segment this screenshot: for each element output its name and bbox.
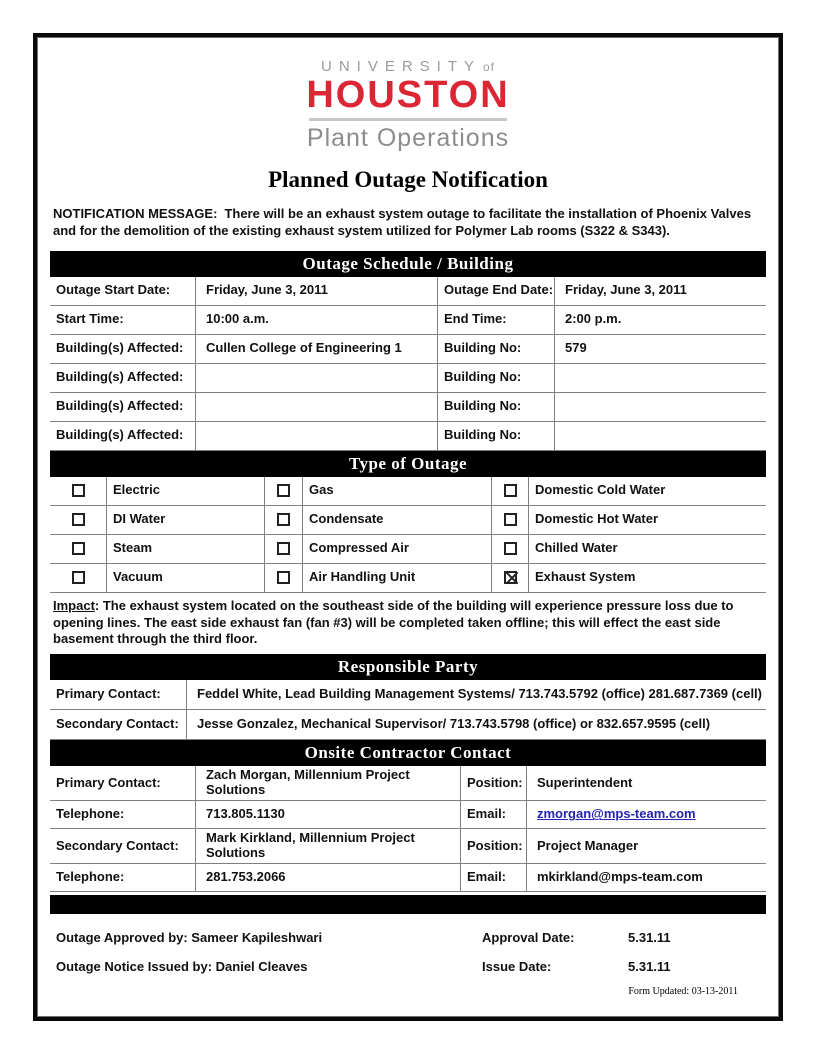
contact-value: Jesse Gonzalez, Mechanical Supervisor/ 713.743.5798 (office) or 832.657.9595 (cell): [197, 716, 711, 732]
schedule-label: Building(s) Affected:: [50, 335, 196, 363]
outage-type-label: Steam: [107, 535, 265, 563]
table-row: [50, 364, 766, 393]
contractor-value: Project Manager: [537, 837, 639, 853]
contractor-value: mkirkland@mps-team.com: [537, 869, 703, 885]
logo-university-text: UNIVERSITY: [320, 58, 481, 75]
schedule-value-empty: [555, 393, 766, 421]
contractor-value: Zach Morgan, Millennium Project Solutions: [196, 766, 461, 800]
logo-subtitle: Plant Operations: [306, 123, 510, 152]
table-row: [50, 864, 766, 892]
checkbox-di-water[interactable]: [72, 513, 85, 526]
table-row: [50, 710, 766, 740]
schedule-value: Cullen College of Engineering 1: [196, 335, 438, 363]
approved-by-text: Outage Approved by: Sameer Kapileshwari: [56, 930, 323, 946]
issue-row: [50, 953, 766, 982]
impact-label: Impact: [53, 597, 95, 613]
table-row: [50, 766, 766, 801]
checkbox-electric[interactable]: [72, 484, 85, 497]
outage-type-label: Air Handling Unit: [303, 564, 492, 592]
section-header-contractor-label: Onsite Contractor Contact: [304, 743, 512, 763]
table-row: [50, 477, 766, 506]
table-row: [50, 564, 766, 593]
checkbox-cell: [50, 564, 107, 592]
contractor-value: 281.753.2066: [196, 864, 461, 891]
checkbox-cell: [492, 506, 529, 534]
outage-type-label: Gas: [303, 477, 492, 505]
outage-type-label: Exhaust System: [535, 569, 636, 585]
table-row: [50, 335, 766, 364]
issue-date-label: Issue Date:: [482, 959, 552, 975]
outage-type-label: Chilled Water: [535, 540, 618, 556]
section-header-contractor: [50, 740, 766, 766]
section-header-type-of-outage: [50, 451, 766, 477]
checkbox-exhaust-system[interactable]: [504, 571, 517, 584]
schedule-label: Building(s) Affected:: [50, 364, 196, 392]
checkbox-cell: [492, 477, 529, 505]
table-row: [50, 535, 766, 564]
contractor-label: Email:: [461, 801, 527, 828]
schedule-value: 10:00 a.m.: [196, 306, 438, 334]
uh-logo: [50, 58, 766, 153]
approval-footer: [50, 924, 766, 997]
page-border: [33, 33, 783, 1021]
impact-paragraph: [50, 598, 766, 649]
contractor-label: Position:: [461, 766, 527, 800]
section-header-schedule: [50, 251, 766, 277]
logo-divider: [309, 118, 507, 121]
schedule-value-empty: [196, 393, 438, 421]
outage-type-table: [50, 477, 766, 593]
table-row: [50, 801, 766, 829]
schedule-label: Building No:: [438, 422, 555, 450]
approval-date-value: 5.31.11: [628, 930, 671, 946]
table-row: [50, 680, 766, 710]
logo-of-text: of: [483, 60, 496, 74]
outage-type-label: DI Water: [107, 506, 265, 534]
approval-row: [50, 924, 766, 953]
contractor-value: Mark Kirkland, Millennium Project Solutions: [196, 829, 461, 863]
schedule-label: Outage End Date:: [438, 277, 555, 305]
outage-type-label: Domestic Hot Water: [535, 511, 659, 527]
divider-bar: [50, 895, 766, 914]
contractor-value: 713.805.1130: [196, 801, 461, 828]
outage-type-label: Condensate: [303, 506, 492, 534]
contractor-label: Telephone:: [50, 864, 196, 891]
contractor-label: Secondary Contact:: [50, 829, 196, 863]
schedule-value-empty: [555, 364, 766, 392]
checkbox-cell: [265, 535, 303, 563]
schedule-label: Outage Start Date:: [50, 277, 196, 305]
checkbox-air-handling-unit[interactable]: [277, 571, 290, 584]
outage-type-label: Domestic Cold Water: [535, 482, 666, 498]
contractor-label: Primary Contact:: [50, 766, 196, 800]
section-header-type-of-outage-label: Type of Outage: [348, 453, 468, 473]
notification-label: NOTIFICATION MESSAGE:: [53, 205, 218, 221]
issued-by-text: Outage Notice Issued by: Daniel Cleaves: [56, 959, 308, 975]
email-cell: [527, 801, 766, 828]
section-header-responsible-party-label: Responsible Party: [337, 657, 479, 677]
schedule-table: [50, 277, 766, 451]
schedule-label: Building(s) Affected:: [50, 393, 196, 421]
schedule-value: 2:00 p.m.: [565, 311, 622, 327]
schedule-label: End Time:: [438, 306, 555, 334]
schedule-label: Building No:: [438, 393, 555, 421]
checkbox-domestic-cold-water[interactable]: [504, 484, 517, 497]
contact-value: Feddel White, Lead Building Management Systems/ 713.743.5792 (office) 281.687.7369 (cell): [197, 686, 762, 702]
table-row: [50, 393, 766, 422]
responsible-party-table: [50, 680, 766, 740]
table-row: [50, 506, 766, 535]
contact-label: Primary Contact:: [50, 680, 187, 709]
outage-type-label: Vacuum: [107, 564, 265, 592]
checkbox-cell: [50, 535, 107, 563]
contractor-label: Telephone:: [50, 801, 196, 828]
table-row: [50, 306, 766, 335]
contact-label: Secondary Contact:: [50, 710, 187, 739]
outage-type-label: Compressed Air: [303, 535, 492, 563]
table-row: [50, 422, 766, 451]
section-header-schedule-label: Outage Schedule / Building: [302, 253, 514, 273]
outage-type-label: Electric: [107, 477, 265, 505]
schedule-value-empty: [555, 422, 766, 450]
checkbox-cell: [50, 477, 107, 505]
form-updated-note: Form Updated: 03-13-2011: [628, 986, 738, 998]
checkbox-chilled-water[interactable]: [504, 542, 517, 555]
checkbox-condensate[interactable]: [277, 513, 290, 526]
checkbox-cell: [265, 477, 303, 505]
document-page: [37, 37, 779, 1017]
schedule-label: Building(s) Affected:: [50, 422, 196, 450]
approval-date-label: Approval Date:: [482, 930, 575, 946]
checkbox-cell: [492, 535, 529, 563]
page-title: Planned Outage Notification: [268, 166, 548, 192]
contractor-label: Position:: [461, 829, 527, 863]
checkbox-compressed-air[interactable]: [277, 542, 290, 555]
schedule-label: Building No:: [438, 335, 555, 363]
schedule-value-empty: [196, 422, 438, 450]
schedule-label: Building No:: [438, 364, 555, 392]
contractor-value: Superintendent: [537, 774, 633, 790]
checkbox-cell: [50, 506, 107, 534]
notification-text: There will be an exhaust system outage to facilitate the installation of Phoenix Valves and for the demolition of the existing exhaust system utilized for Polymer Lab rooms (S322 & S343).: [53, 205, 752, 238]
schedule-value: Friday, June 3, 2011: [196, 277, 438, 305]
checkbox-cell: [265, 564, 303, 592]
checkbox-cell: [492, 564, 529, 592]
checkbox-cell: [265, 506, 303, 534]
impact-text: : The exhaust system located on the southeast side of the building will experience pressure loss due to opening lines. The east side exhaust fan (fan #3) will be completed taken offline; this will effect the east side basement through the third floor.: [53, 597, 734, 647]
checkbox-vacuum[interactable]: [72, 571, 85, 584]
issue-date-value: 5.31.11: [628, 959, 671, 975]
checkbox-domestic-hot-water[interactable]: [504, 513, 517, 526]
schedule-label: Start Time:: [50, 306, 196, 334]
contractor-table: [50, 766, 766, 892]
checkbox-gas[interactable]: [277, 484, 290, 497]
section-header-responsible-party: [50, 654, 766, 680]
table-row: [50, 829, 766, 864]
schedule-value-empty: [196, 364, 438, 392]
table-row: [50, 277, 766, 306]
logo-houston-text: HOUSTON: [306, 74, 510, 116]
notification-message: [50, 206, 766, 240]
schedule-value: 579: [565, 340, 587, 356]
schedule-value: Friday, June 3, 2011: [565, 282, 687, 298]
checkbox-steam[interactable]: [72, 542, 85, 555]
contractor-label: Email:: [461, 864, 527, 891]
email-link[interactable]: zmorgan@mps-team.com: [537, 806, 696, 822]
